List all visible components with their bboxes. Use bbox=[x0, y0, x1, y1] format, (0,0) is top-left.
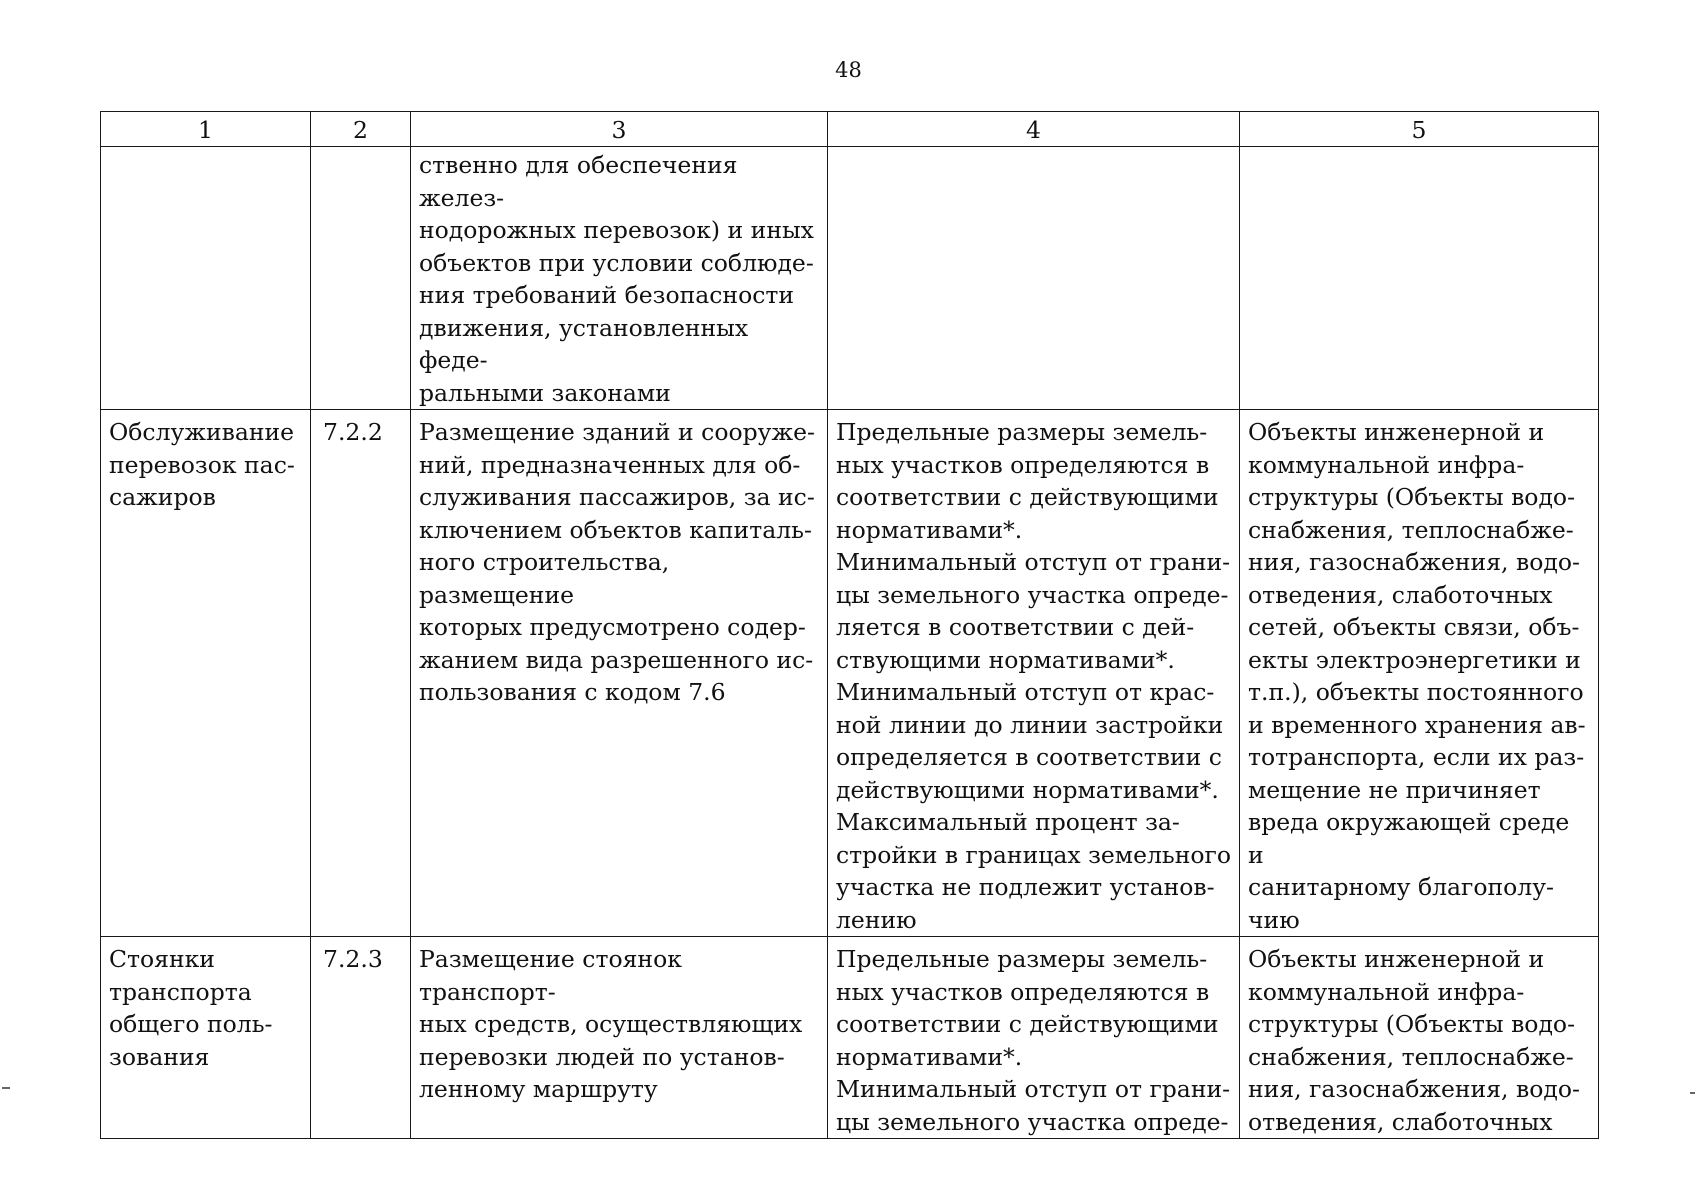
table-row bbox=[101, 937, 1599, 1139]
description-cell: ственно для обеспечения желез- нодорожных перевозок) и иных объектов при условии соблюде- ния требований безопасности движения, установленных феде- ральными законами bbox=[411, 147, 828, 410]
header-row bbox=[101, 112, 1599, 147]
header-cell-2: 2 bbox=[311, 112, 411, 147]
auxiliary-uses-cell: Объекты инженерной и коммунальной инфра- структуры (Объекты водо- снабжения, теплоснабже- ния, газоснабжения, водо- отведения, слаботочных сетей, объекты связи, объ- екты электроэнергетики и т.п.), объекты постоянного и временного хранения ав- тотранспорта, если их раз- мещение не причиняет вреда окружающей среде и санитарному благополу- чию bbox=[1240, 410, 1599, 937]
header-cell-1: 1 bbox=[101, 112, 311, 147]
auxiliary-uses-cell bbox=[1240, 147, 1599, 410]
code-cell: 7.2.3 bbox=[311, 937, 411, 1139]
header-cell-3: 3 bbox=[411, 112, 828, 147]
auxiliary-uses-cell: Объекты инженерной и коммунальной инфра- структуры (Объекты водо- снабжения, теплоснабже- ния, газоснабжения, водо- отведения, слаботочных bbox=[1240, 937, 1599, 1139]
scan-mark bbox=[2, 1087, 10, 1089]
table-row bbox=[101, 410, 1599, 937]
scan-mark bbox=[1690, 1092, 1695, 1094]
header-cell-5: 5 bbox=[1240, 112, 1599, 147]
parameters-cell: Предельные размеры земель- ных участков определяются в соответствии с действующими нормативами*. Минимальный отступ от грани- цы земельного участка опреде- ляется в соответствии с дей- ствующими нормативами*. Минимальный отступ от крас- ной линии до линии застройки определяется в соответствии с действующими нормативами*. Максимальный процент за- стройки в границах земельного участка не подлежит установ- лению bbox=[828, 410, 1240, 937]
parameters-cell: Предельные размеры земель- ных участков определяются в соответствии с действующими нормативами*. Минимальный отступ от грани- цы земельного участка опреде- bbox=[828, 937, 1240, 1139]
description-cell: Размещение стоянок транспорт- ных средств, осуществляющих перевозки людей по установ- ленному маршруту bbox=[411, 937, 828, 1139]
use-type-cell bbox=[101, 147, 311, 410]
description-cell: Размещение зданий и сооруже- ний, предназначенных для об- служивания пассажиров, за ис- ключением объектов капиталь- ного строительства, размещение которых предусмотрено содер- жанием вида разрешенного ис- пользования с кодом 7.6 bbox=[411, 410, 828, 937]
table-row bbox=[101, 147, 1599, 410]
use-type-cell: Обслуживание перевозок пас- сажиров bbox=[101, 410, 311, 937]
parameters-cell bbox=[828, 147, 1240, 410]
header-cell-4: 4 bbox=[828, 112, 1240, 147]
code-cell: 7.2.2 bbox=[311, 410, 411, 937]
page-number: 48 bbox=[835, 58, 862, 82]
use-type-cell: Стоянки транспорта общего поль- зования bbox=[101, 937, 311, 1139]
regulations-table bbox=[100, 111, 1599, 1139]
code-cell bbox=[311, 147, 411, 410]
